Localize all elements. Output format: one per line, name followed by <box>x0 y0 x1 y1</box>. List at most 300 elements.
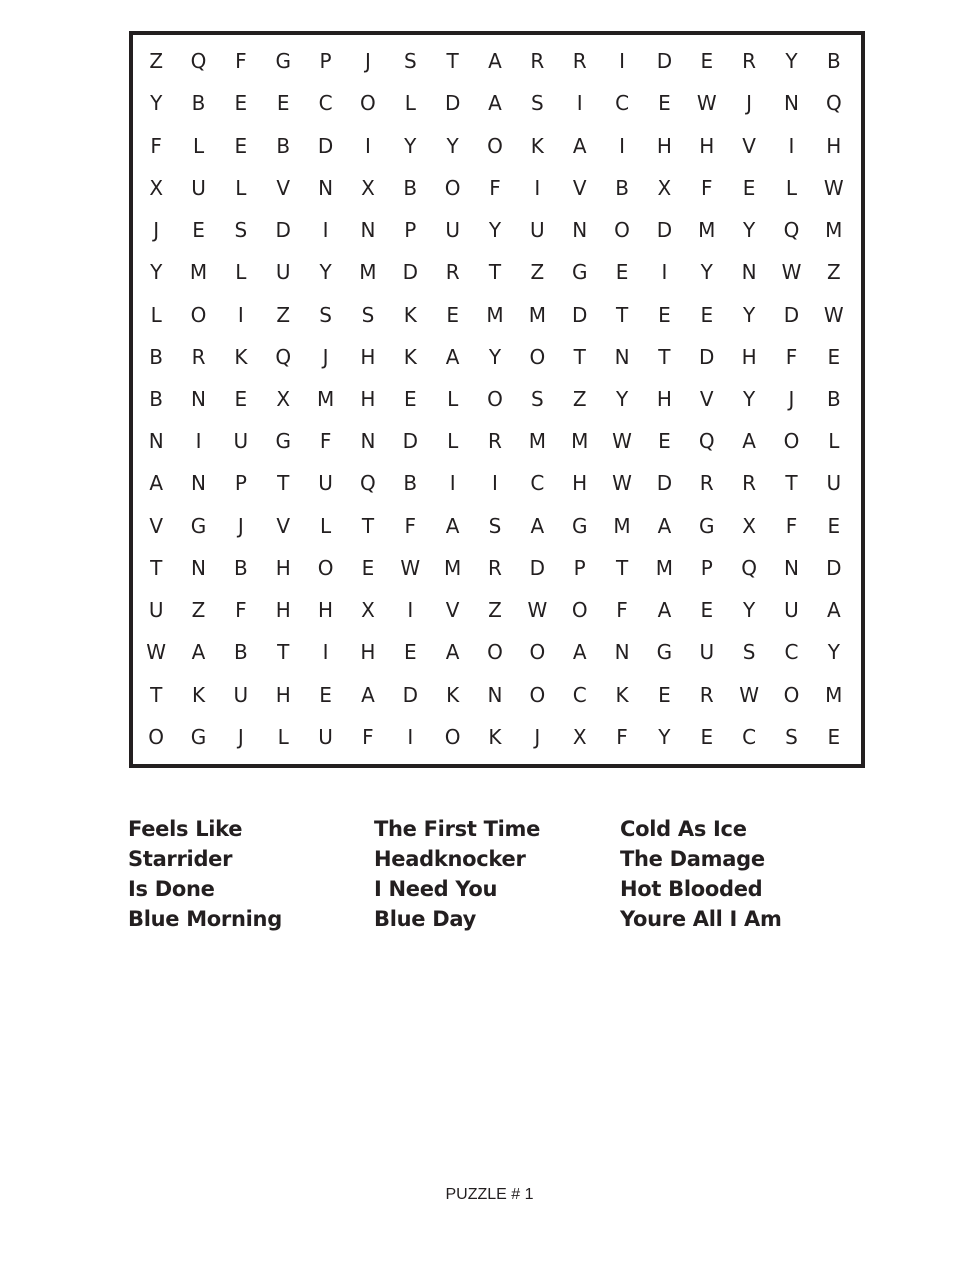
grid-letter[interactable]: E <box>700 49 714 74</box>
grid-letter[interactable]: E <box>192 218 205 243</box>
grid-letter[interactable]: O <box>783 429 800 454</box>
grid-letter[interactable]: F <box>616 724 628 749</box>
grid-letter[interactable]: Q <box>741 555 757 580</box>
grid-letter[interactable]: H <box>656 386 672 411</box>
grid-letter[interactable]: U <box>191 175 206 200</box>
grid-letter[interactable]: S <box>530 91 544 116</box>
grid-letter[interactable]: O <box>444 724 461 749</box>
grid-letter[interactable]: I <box>407 598 414 623</box>
grid-letter[interactable]: A <box>445 513 460 538</box>
grid-letter[interactable]: L <box>785 175 798 200</box>
grid-letter[interactable]: H <box>741 344 757 369</box>
grid-letter[interactable]: T <box>785 471 798 496</box>
grid-letter[interactable]: C <box>530 471 545 496</box>
grid-letter[interactable]: A <box>657 513 672 538</box>
grid-letter[interactable]: F <box>785 344 798 369</box>
grid-letter[interactable]: E <box>827 513 841 538</box>
grid-letter[interactable]: R <box>572 49 587 74</box>
grid-letter[interactable]: R <box>488 429 502 454</box>
grid-letter[interactable]: X <box>742 513 756 538</box>
grid-letter[interactable]: O <box>529 682 546 707</box>
grid-letter[interactable]: V <box>149 513 164 538</box>
grid-letter[interactable]: G <box>190 513 207 538</box>
grid-letter[interactable]: A <box>572 133 587 158</box>
grid-letter[interactable]: T <box>361 513 375 538</box>
grid-letter[interactable]: B <box>234 640 248 665</box>
grid-letter[interactable]: O <box>190 302 207 327</box>
grid-letter[interactable]: A <box>826 598 841 623</box>
grid-letter[interactable]: N <box>148 429 164 454</box>
grid-letter[interactable]: D <box>699 344 715 369</box>
grid-letter[interactable]: Z <box>488 598 502 623</box>
grid-letter[interactable]: K <box>234 344 248 369</box>
grid-letter[interactable]: W <box>527 598 548 623</box>
grid-letter[interactable]: J <box>746 91 753 116</box>
grid-letter[interactable]: T <box>615 302 629 327</box>
grid-letter[interactable]: M <box>698 218 716 243</box>
grid-letter[interactable]: Q <box>360 471 376 496</box>
grid-letter[interactable]: Q <box>698 429 715 454</box>
grid-letter[interactable]: T <box>150 555 163 580</box>
grid-letter[interactable]: T <box>658 344 671 369</box>
grid-letter[interactable]: S <box>319 302 332 327</box>
grid-letter[interactable]: Z <box>276 302 291 327</box>
grid-letter[interactable]: E <box>658 302 671 327</box>
grid-letter[interactable]: M <box>528 302 546 327</box>
grid-letter[interactable]: L <box>192 133 205 158</box>
grid-letter[interactable]: Y <box>615 386 629 411</box>
grid-letter[interactable]: K <box>403 344 417 369</box>
grid-letter[interactable]: K <box>488 724 502 749</box>
grid-letter[interactable]: R <box>742 471 757 496</box>
grid-letter[interactable]: E <box>276 91 290 116</box>
grid-letter[interactable]: O <box>360 91 376 116</box>
grid-letter[interactable]: W <box>612 471 632 496</box>
grid-letter[interactable]: N <box>783 91 799 116</box>
grid-letter[interactable]: F <box>319 429 332 454</box>
grid-letter[interactable]: I <box>534 175 541 200</box>
grid-letter[interactable]: W <box>146 640 167 665</box>
grid-letter[interactable]: F <box>489 175 501 200</box>
grid-letter[interactable]: K <box>615 682 629 707</box>
grid-letter[interactable]: Y <box>319 260 332 285</box>
grid-letter[interactable]: U <box>530 218 545 243</box>
grid-letter[interactable]: Y <box>743 218 756 243</box>
grid-letter[interactable]: B <box>234 555 248 580</box>
grid-letter[interactable]: C <box>318 91 333 116</box>
grid-letter[interactable]: C <box>615 91 630 116</box>
grid-letter[interactable]: X <box>149 175 164 200</box>
grid-letter[interactable]: U <box>233 429 249 454</box>
grid-letter[interactable]: G <box>190 724 207 749</box>
grid-letter[interactable]: B <box>826 386 841 411</box>
grid-letter[interactable]: Q <box>190 49 207 74</box>
grid-letter[interactable]: C <box>572 682 587 707</box>
grid-letter[interactable]: O <box>317 555 334 580</box>
word-list-item: Youre All I Am <box>620 907 782 931</box>
grid-letter[interactable]: E <box>700 724 714 749</box>
grid-letter[interactable]: F <box>235 49 247 74</box>
grid-letter[interactable]: K <box>530 133 544 158</box>
grid-letter[interactable]: R <box>742 49 757 74</box>
grid-letter[interactable]: L <box>235 175 247 200</box>
grid-letter[interactable]: A <box>445 344 460 369</box>
grid-letter[interactable]: B <box>276 133 291 158</box>
grid-letter[interactable]: O <box>571 598 588 623</box>
grid-letter[interactable]: G <box>699 513 715 538</box>
grid-letter[interactable]: H <box>275 555 291 580</box>
word-list-item: Feels Like <box>128 817 243 841</box>
grid-letter[interactable]: I <box>195 429 202 454</box>
grid-letter[interactable]: R <box>488 555 502 580</box>
grid-letter[interactable]: I <box>322 640 329 665</box>
grid-letter[interactable]: H <box>826 133 842 158</box>
grid-letter[interactable]: G <box>275 49 291 74</box>
grid-letter[interactable]: W <box>823 302 844 327</box>
grid-letter[interactable]: W <box>696 91 717 116</box>
grid-letter[interactable]: A <box>149 471 164 496</box>
grid-letter[interactable]: F <box>785 513 798 538</box>
grid-letter[interactable]: K <box>403 302 417 327</box>
grid-letter[interactable]: G <box>656 640 673 665</box>
grid-letter[interactable]: B <box>149 344 164 369</box>
grid-letter[interactable]: S <box>234 218 248 243</box>
grid-letter[interactable]: V <box>276 175 291 200</box>
grid-letter[interactable]: A <box>657 598 672 623</box>
grid-letter[interactable]: D <box>529 555 546 580</box>
grid-letter[interactable]: H <box>318 598 334 623</box>
grid-letter[interactable]: D <box>783 302 800 327</box>
grid-letter[interactable]: G <box>571 260 588 285</box>
grid-letter[interactable]: T <box>488 260 502 285</box>
grid-letter[interactable]: M <box>571 429 589 454</box>
grid-letter[interactable]: Q <box>275 344 292 369</box>
grid-letter[interactable]: E <box>615 260 629 285</box>
grid-letter[interactable]: Y <box>700 260 713 285</box>
grid-letter[interactable]: Y <box>743 386 756 411</box>
grid-letter[interactable]: D <box>402 260 418 285</box>
grid-letter[interactable]: E <box>827 724 841 749</box>
grid-letter[interactable]: P <box>404 218 417 243</box>
grid-letter[interactable]: N <box>741 260 757 285</box>
grid-letter[interactable]: L <box>320 513 332 538</box>
grid-letter[interactable]: A <box>742 429 756 454</box>
grid-letter[interactable]: M <box>528 429 546 454</box>
grid-letter[interactable]: S <box>785 724 798 749</box>
grid-letter[interactable]: Z <box>149 49 164 74</box>
grid-letter[interactable]: E <box>827 344 841 369</box>
letter-grid <box>135 40 855 758</box>
grid-letter[interactable]: C <box>784 640 799 665</box>
grid-letter[interactable]: T <box>277 640 290 665</box>
grid-letter[interactable]: D <box>402 682 418 707</box>
grid-letter[interactable]: V <box>276 513 291 538</box>
grid-letter[interactable]: S <box>742 640 756 665</box>
grid-letter[interactable]: K <box>191 682 206 707</box>
grid-letter[interactable]: A <box>572 640 587 665</box>
grid-letter[interactable]: I <box>407 724 414 749</box>
grid-letter[interactable]: M <box>825 682 843 707</box>
grid-letter[interactable]: S <box>361 302 375 327</box>
grid-letter[interactable]: Y <box>150 260 163 285</box>
grid-letter[interactable]: J <box>788 386 795 411</box>
grid-letter[interactable]: B <box>403 471 418 496</box>
grid-letter[interactable]: Z <box>572 386 587 411</box>
grid-letter[interactable]: D <box>402 429 418 454</box>
grid-letter[interactable]: A <box>191 640 206 665</box>
grid-letter[interactable]: Y <box>488 344 502 369</box>
grid-letter[interactable]: N <box>487 682 503 707</box>
grid-letter[interactable]: B <box>149 386 164 411</box>
grid-letter[interactable]: I <box>619 133 625 158</box>
grid-letter[interactable]: R <box>699 471 714 496</box>
grid-letter[interactable]: Y <box>488 218 502 243</box>
grid-letter[interactable]: Y <box>658 724 671 749</box>
grid-letter[interactable]: W <box>612 429 632 454</box>
grid-letter[interactable]: U <box>445 218 460 243</box>
grid-letter[interactable]: E <box>319 682 332 707</box>
grid-letter[interactable]: N <box>614 344 630 369</box>
grid-letter[interactable]: E <box>234 91 248 116</box>
grid-letter[interactable]: O <box>148 724 165 749</box>
grid-letter[interactable]: F <box>616 598 628 623</box>
grid-letter[interactable]: I <box>364 133 371 158</box>
grid-letter[interactable]: U <box>148 598 164 623</box>
grid-letter[interactable]: G <box>571 513 588 538</box>
grid-letter[interactable]: V <box>572 175 587 200</box>
grid-letter[interactable]: Y <box>743 598 756 623</box>
grid-letter[interactable]: W <box>739 682 759 707</box>
grid-letter[interactable]: H <box>275 598 291 623</box>
grid-letter[interactable]: J <box>237 724 244 749</box>
grid-letter[interactable]: I <box>788 133 795 158</box>
grid-letter[interactable]: Y <box>785 49 798 74</box>
grid-letter[interactable]: E <box>700 302 714 327</box>
grid-letter[interactable]: M <box>189 260 208 285</box>
grid-letter[interactable]: P <box>319 49 332 74</box>
grid-letter[interactable]: E <box>403 386 417 411</box>
grid-letter[interactable]: Z <box>826 260 841 285</box>
grid-letter[interactable]: E <box>658 682 671 707</box>
grid-letter[interactable]: U <box>318 724 333 749</box>
grid-letter[interactable]: S <box>403 49 417 74</box>
grid-letter[interactable]: D <box>826 555 842 580</box>
grid-letter[interactable]: U <box>318 471 333 496</box>
grid-letter[interactable]: W <box>823 175 844 200</box>
word-list-item: The Damage <box>620 847 765 871</box>
grid-letter[interactable]: H <box>656 133 672 158</box>
grid-letter[interactable]: T <box>573 344 586 369</box>
grid-letter[interactable]: A <box>361 682 375 707</box>
grid-letter[interactable]: D <box>656 218 673 243</box>
grid-letter[interactable]: D <box>656 49 673 74</box>
grid-letter[interactable]: D <box>317 133 334 158</box>
grid-letter[interactable]: M <box>613 513 631 538</box>
grid-letter[interactable]: B <box>191 91 206 116</box>
grid-letter[interactable]: H <box>699 133 715 158</box>
grid-letter[interactable]: S <box>530 386 544 411</box>
word-list <box>128 814 866 934</box>
grid-letter[interactable]: J <box>237 513 244 538</box>
grid-letter[interactable]: N <box>360 218 376 243</box>
grid-letter[interactable]: A <box>488 49 502 74</box>
grid-letter[interactable]: U <box>784 598 799 623</box>
word-list-item: Starrider <box>128 847 233 871</box>
grid-letter[interactable]: H <box>572 471 588 496</box>
grid-letter[interactable]: Y <box>743 302 756 327</box>
grid-letter[interactable]: L <box>447 386 459 411</box>
grid-letter[interactable]: D <box>571 302 588 327</box>
grid-letter[interactable]: I <box>576 91 583 116</box>
grid-letter[interactable]: I <box>619 49 625 74</box>
grid-letter[interactable]: R <box>445 260 460 285</box>
grid-letter[interactable]: D <box>656 471 673 496</box>
grid-letter[interactable]: E <box>658 91 671 116</box>
grid-letter[interactable]: M <box>359 260 377 285</box>
grid-letter[interactable]: X <box>572 724 587 749</box>
grid-letter[interactable]: F <box>701 175 713 200</box>
grid-letter[interactable]: E <box>234 133 248 158</box>
grid-letter[interactable]: N <box>783 555 799 580</box>
grid-letter[interactable]: F <box>404 513 417 538</box>
grid-letter[interactable]: D <box>444 91 461 116</box>
grid-letter[interactable]: S <box>488 513 502 538</box>
grid-letter[interactable]: V <box>445 598 460 623</box>
grid-letter[interactable]: Y <box>446 133 459 158</box>
grid-letter[interactable]: R <box>699 682 714 707</box>
grid-letter[interactable]: L <box>404 91 416 116</box>
grid-letter[interactable]: Z <box>191 598 206 623</box>
grid-letter[interactable]: C <box>742 724 757 749</box>
word-list-item: Is Done <box>128 877 215 901</box>
grid-letter[interactable]: H <box>360 386 376 411</box>
grid-letter[interactable]: L <box>828 429 840 454</box>
grid-letter[interactable]: J <box>322 344 329 369</box>
grid-letter[interactable]: E <box>234 386 248 411</box>
grid-letter[interactable]: B <box>615 175 629 200</box>
grid-letter[interactable]: Q <box>825 91 842 116</box>
grid-letter[interactable]: X <box>361 598 375 623</box>
grid-letter[interactable]: I <box>492 471 498 496</box>
grid-letter[interactable]: M <box>316 386 335 411</box>
grid-letter[interactable]: M <box>655 555 674 580</box>
grid-letter[interactable]: Y <box>404 133 417 158</box>
grid-letter[interactable]: N <box>572 218 588 243</box>
grid-letter[interactable]: F <box>235 598 247 623</box>
grid-letter[interactable]: R <box>530 49 545 74</box>
grid-letter[interactable]: K <box>446 682 460 707</box>
grid-letter[interactable]: Y <box>827 640 840 665</box>
grid-letter[interactable]: H <box>275 682 291 707</box>
grid-letter[interactable]: I <box>661 260 668 285</box>
grid-letter[interactable]: V <box>742 133 756 158</box>
grid-letter[interactable]: M <box>444 555 462 580</box>
grid-letter[interactable]: H <box>360 640 376 665</box>
grid-letter[interactable]: O <box>614 218 630 243</box>
grid-letter[interactable]: M <box>825 218 843 243</box>
grid-letter[interactable]: T <box>277 471 290 496</box>
grid-letter[interactable]: T <box>150 682 163 707</box>
grid-letter[interactable]: U <box>233 682 249 707</box>
grid-letter[interactable]: A <box>530 513 545 538</box>
grid-letter[interactable]: V <box>699 386 714 411</box>
grid-letter[interactable]: X <box>276 386 291 411</box>
grid-letter[interactable]: Y <box>150 91 163 116</box>
grid-letter[interactable]: F <box>362 724 374 749</box>
grid-letter[interactable]: I <box>237 302 244 327</box>
grid-letter[interactable]: A <box>488 91 502 116</box>
grid-letter[interactable]: O <box>444 175 461 200</box>
grid-letter[interactable]: Q <box>783 218 800 243</box>
grid-letter[interactable]: E <box>700 598 714 623</box>
grid-letter[interactable]: B <box>403 175 418 200</box>
word-list-column <box>620 814 866 934</box>
grid-letter[interactable]: N <box>614 640 630 665</box>
grid-letter[interactable]: L <box>235 260 247 285</box>
grid-letter[interactable]: J <box>153 218 160 243</box>
grid-letter[interactable]: J <box>364 49 371 74</box>
grid-letter[interactable]: P <box>573 555 586 580</box>
grid-letter[interactable]: P <box>234 471 247 496</box>
grid-letter[interactable]: R <box>191 344 206 369</box>
grid-letter[interactable]: I <box>449 471 456 496</box>
grid-letter[interactable]: N <box>318 175 334 200</box>
grid-letter[interactable]: H <box>360 344 376 369</box>
grid-letter[interactable]: M <box>486 302 504 327</box>
grid-letter[interactable]: U <box>699 640 715 665</box>
grid-letter[interactable]: E <box>403 640 417 665</box>
word-list-item: Headknocker <box>374 847 526 871</box>
grid-letter[interactable]: G <box>275 429 291 454</box>
grid-letter[interactable]: O <box>529 344 546 369</box>
grid-letter[interactable]: O <box>783 682 800 707</box>
grid-letter[interactable]: E <box>658 429 671 454</box>
grid-letter[interactable]: X <box>657 175 672 200</box>
grid-letter[interactable]: W <box>400 555 421 580</box>
grid-letter[interactable]: N <box>191 386 206 411</box>
grid-letter[interactable]: O <box>529 640 546 665</box>
grid-letter[interactable]: U <box>275 260 291 285</box>
grid-letter[interactable]: E <box>361 555 375 580</box>
grid-letter[interactable]: O <box>487 640 503 665</box>
grid-letter[interactable]: O <box>487 133 503 158</box>
grid-letter[interactable]: Z <box>530 260 545 285</box>
grid-letter[interactable]: U <box>826 471 842 496</box>
grid-letter[interactable]: N <box>191 471 206 496</box>
grid-letter[interactable]: W <box>781 260 802 285</box>
grid-letter[interactable]: X <box>361 175 375 200</box>
grid-letter[interactable]: F <box>150 133 162 158</box>
grid-letter[interactable]: N <box>191 555 206 580</box>
grid-letter[interactable]: B <box>826 49 841 74</box>
grid-letter[interactable]: L <box>150 302 162 327</box>
grid-letter[interactable]: P <box>700 555 713 580</box>
grid-letter[interactable]: L <box>277 724 289 749</box>
grid-letter[interactable]: E <box>742 175 756 200</box>
grid-letter[interactable]: L <box>447 429 459 454</box>
grid-letter[interactable]: T <box>615 555 629 580</box>
grid-letter[interactable]: D <box>275 218 291 243</box>
grid-letter[interactable]: O <box>487 386 503 411</box>
grid-letter[interactable]: E <box>446 302 459 327</box>
grid-letter[interactable]: I <box>322 218 329 243</box>
word-list-item: Blue Day <box>374 907 476 931</box>
grid-letter[interactable]: A <box>445 640 460 665</box>
grid-letter[interactable]: J <box>534 724 541 749</box>
word-list-item: Cold As Ice <box>620 817 747 841</box>
grid-letter[interactable]: N <box>360 429 376 454</box>
grid-letter[interactable]: T <box>446 49 459 74</box>
